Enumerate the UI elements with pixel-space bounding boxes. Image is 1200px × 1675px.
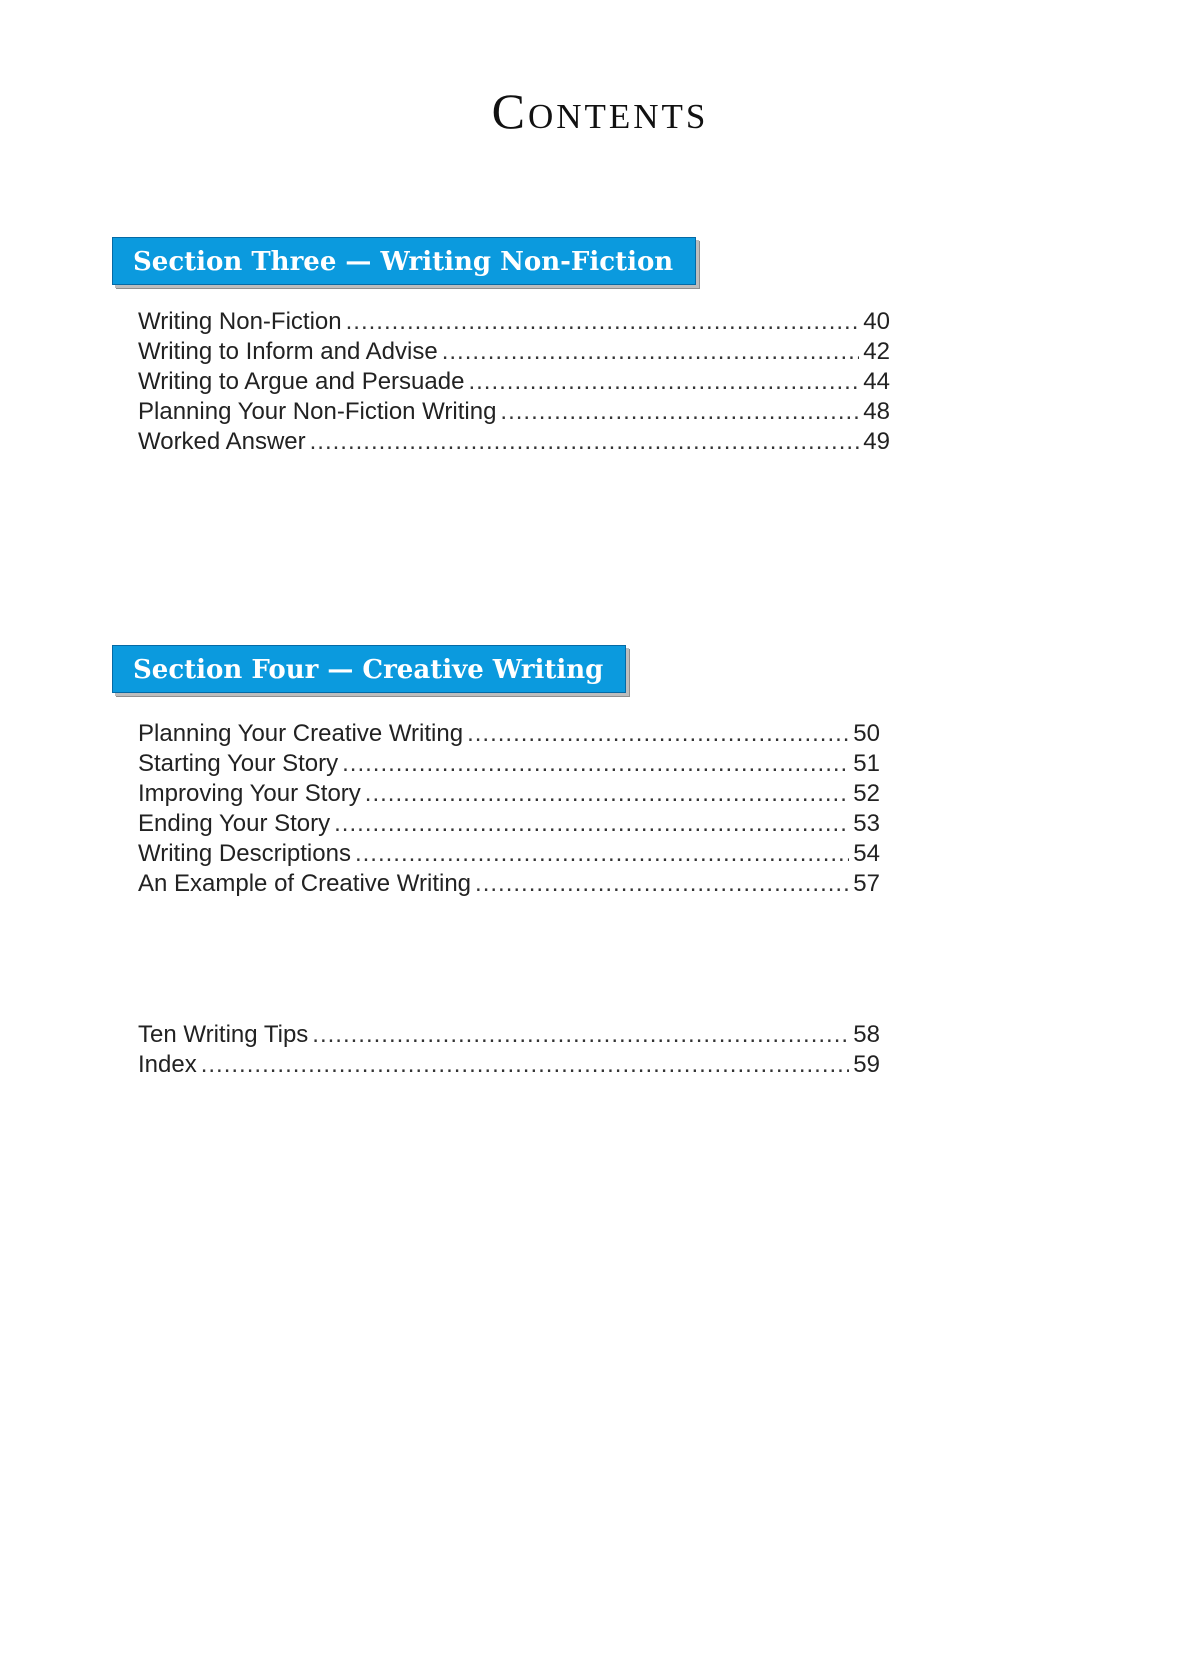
entry-title: Starting Your Story bbox=[138, 750, 339, 777]
dot-leader bbox=[442, 337, 860, 367]
entry-title: Writing to Argue and Persuade bbox=[138, 368, 465, 395]
toc-entry[interactable] bbox=[138, 427, 890, 457]
entry-title: Planning Your Creative Writing bbox=[138, 720, 464, 747]
page-number: 52 bbox=[853, 780, 880, 807]
dot-leader bbox=[201, 1050, 850, 1080]
dot-leader bbox=[467, 719, 849, 749]
page-number: 58 bbox=[853, 1021, 880, 1048]
toc-entry[interactable] bbox=[138, 1020, 880, 1050]
entry-title: Planning Your Non-Fiction Writing bbox=[138, 398, 497, 425]
section-four-header: Section Four — Creative Writing bbox=[112, 645, 626, 693]
dot-leader bbox=[475, 869, 849, 899]
dot-leader bbox=[355, 839, 849, 869]
page-number: 44 bbox=[863, 368, 890, 395]
entry-title: Index bbox=[138, 1051, 197, 1078]
page-number: 48 bbox=[863, 398, 890, 425]
entry-title: An Example of Creative Writing bbox=[138, 870, 472, 897]
page-number: 54 bbox=[853, 840, 880, 867]
entry-title: Writing Descriptions bbox=[138, 840, 351, 867]
page-number: 51 bbox=[853, 750, 880, 777]
page-number: 59 bbox=[853, 1051, 880, 1078]
entry-title: Worked Answer bbox=[138, 428, 306, 455]
toc-entry[interactable] bbox=[138, 337, 890, 367]
toc-entry[interactable] bbox=[138, 809, 880, 839]
section-four-entry-list bbox=[138, 719, 880, 899]
section-three-entry-list bbox=[138, 307, 890, 457]
toc-entry[interactable] bbox=[138, 869, 880, 899]
entry-title: Writing Non-Fiction bbox=[138, 308, 342, 335]
page-number: 42 bbox=[863, 338, 890, 365]
toc-entry[interactable] bbox=[138, 367, 890, 397]
page-number: 40 bbox=[863, 308, 890, 335]
dot-leader bbox=[310, 427, 860, 457]
dot-leader bbox=[365, 779, 850, 809]
toc-entry[interactable] bbox=[138, 779, 880, 809]
page-number: 50 bbox=[853, 720, 880, 747]
page-number: 57 bbox=[853, 870, 880, 897]
dot-leader bbox=[342, 749, 849, 779]
dot-leader bbox=[500, 397, 859, 427]
dot-leader bbox=[346, 307, 860, 337]
toc-entry[interactable] bbox=[138, 1050, 880, 1080]
section-three-header: Section Three — Writing Non-Fiction bbox=[112, 237, 696, 285]
dot-leader bbox=[468, 367, 859, 397]
dot-leader bbox=[312, 1020, 849, 1050]
page-title: Contents bbox=[491, 83, 709, 139]
entry-title: Ten Writing Tips bbox=[138, 1021, 309, 1048]
toc-entry[interactable] bbox=[138, 397, 890, 427]
toc-entry[interactable] bbox=[138, 839, 880, 869]
dot-leader bbox=[334, 809, 849, 839]
entry-title: Writing to Inform and Advise bbox=[138, 338, 438, 365]
entry-title: Improving Your Story bbox=[138, 780, 361, 807]
extra-entry-list bbox=[138, 1020, 880, 1080]
page-number: 53 bbox=[853, 810, 880, 837]
toc-entry[interactable] bbox=[138, 749, 880, 779]
toc-entry[interactable] bbox=[138, 719, 880, 749]
page-number: 49 bbox=[863, 428, 890, 455]
toc-entry[interactable] bbox=[138, 307, 890, 337]
entry-title: Ending Your Story bbox=[138, 810, 331, 837]
